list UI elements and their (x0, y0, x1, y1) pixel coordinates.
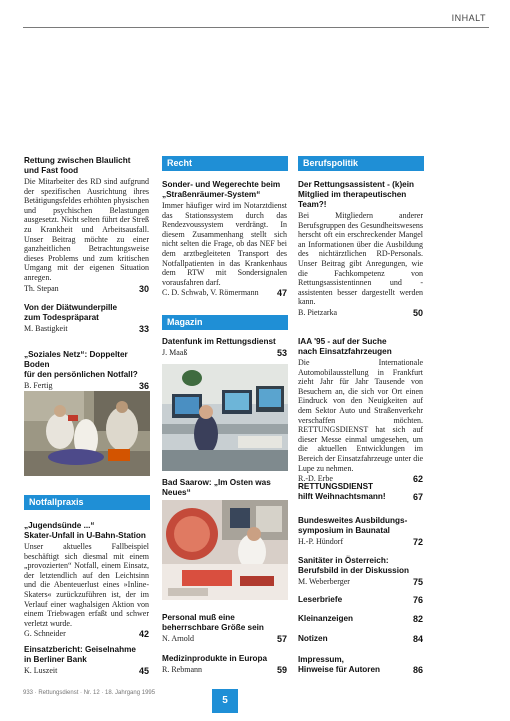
entry-title: Impressum, Hinweise für Autoren (298, 655, 381, 674)
entry-title: „Soziales Netz“: Doppelter Boden für den persönlichen Notfall? (24, 350, 138, 379)
header-rule (23, 27, 489, 28)
entry-author: H.-P. Hündorf (298, 537, 344, 546)
rescue-photo (24, 391, 150, 476)
entry-abstract: Die Internationale Automobilausstellung in Frankfurt zieht Jahr für Jahr Tausende von Besuchern an, die sich vor Ort einen Eindruck von den Neuigkeiten auf dem Sektor Auto und Straßenverkehr verschaffen möchten. RETTUNGSDIENST hat sich auf dieser Messe einmal umgesehen, um die aktuellen Entwicklungen im Bereich der Einsatzfahrzeuge unter die Lupe zu nehmen. (298, 358, 423, 473)
toc-entry[interactable] (298, 180, 423, 318)
section-header: INHALT (451, 13, 486, 23)
entry-title: Leserbriefe (298, 595, 343, 604)
toc-entry[interactable] (298, 634, 423, 644)
section-bar-notfallpraxis: Notfallpraxis (24, 495, 150, 510)
entry-title: Datenfunk im Rettungsdienst (162, 337, 276, 346)
entry-title: Bad Saarow: „Im Osten was Neues“ (162, 478, 271, 497)
entry-page: 62 (412, 474, 423, 485)
entry-author: N. Arnold (162, 634, 194, 643)
toc-entry[interactable] (298, 595, 423, 605)
entry-title: Notizen (298, 634, 328, 643)
entry-page: 84 (412, 634, 423, 644)
entry-page: 33 (138, 324, 149, 334)
toc-entry[interactable] (24, 156, 149, 294)
entry-abstract: Immer häufiger wird im Notarztdienst das Stationssystem durch das Rendezvoussystem verdrängt. In diesem Zusammenhang stellt sich nicht selten die Frage, ob das NEF bei dem arztbegleiteten Transport des Notfallpatienten in das Krankenhaus dem RTW mit Sondersignalen vorausfahren darf. (162, 201, 287, 287)
entry-abstract: Die Mitarbeiter des RD sind aufgrund der spezifischen Ausrichtung ihres Betätigungsfeldes erhöhten physischen und psychischen Belastungen ausgesetzt. Nicht selten führt der Streß zu Krankheit und Arbeitsausfall. Unser Beitrag möchte zu einer ganzheitlichen Betrachtungsweise dieses Problems und zum kritischen Umgang mit der eigenen Situation anregen. (24, 177, 149, 282)
entry-page: 75 (412, 577, 423, 587)
entry-author: M. Bastigkeit (24, 324, 68, 333)
entry-title: Einsatzbericht: Geiselnahme in Berliner Bank (24, 645, 136, 664)
entry-title: Medizinprodukte in Europa (162, 654, 268, 663)
toc-entry[interactable] (162, 180, 287, 298)
entry-page: 57 (276, 634, 287, 644)
entry-page: 36 (138, 381, 149, 391)
page-number: 5 (212, 689, 238, 713)
entry-page: 86 (412, 665, 423, 675)
entry-page: 82 (412, 614, 423, 624)
entry-page: 47 (276, 288, 287, 299)
entry-title: Rettung zwischen Blaulicht und Fast food (24, 156, 131, 175)
entry-abstract: Unser aktuelles Fallbeispiel beschäftigt sich diesmal mit einem „provozierten“ Notfall, einem Einsatz, der letztendlich auf den Leichtsinn und die Abenteuerlust eines »Inline-Skaters« zurückzuführen ist, der im Verlauf einer waghalsigen Aktion von einem Triebwagen erfaßt und schwer verletzt wurde. (24, 542, 149, 628)
computer-lab-photo (162, 364, 288, 471)
entry-page: 59 (276, 665, 287, 675)
toc-entry[interactable] (298, 337, 423, 484)
entry-title: Der Rettungsassistent - (k)ein Mitglied im therapeutischen Team?! (298, 180, 415, 209)
entry-title: RETTUNGSDIENST hilft Weihnachtsmann! (298, 482, 386, 501)
toc-entry[interactable] (162, 337, 287, 358)
entry-author: R.-D. Erbe (298, 474, 333, 484)
entry-author: B. Fertig (24, 381, 53, 390)
entry-page: 53 (276, 348, 287, 358)
toc-entry[interactable] (24, 521, 149, 639)
entry-page: 45 (138, 666, 149, 676)
entry-page: 42 (138, 629, 149, 640)
entry-author: C. D. Schwab, V. Römermann (162, 288, 259, 298)
toc-entry[interactable] (298, 482, 423, 502)
entry-author: K. Luszeit (24, 666, 58, 675)
toc-entry[interactable] (24, 645, 149, 676)
entry-page: 67 (412, 492, 423, 502)
section-bar-recht: Recht (162, 156, 288, 171)
entry-author: Th. Stepan (24, 283, 59, 293)
entry-abstract: Bei Mitgliedern anderer Berufsgruppen des Gesundheitswesens herscht oft ein erschreckender Mangel an Informationen über die Ausbildung des nichtärztlichen RD-Personals. Unser Beitrag gibt Anregungen, wie die Fachkompetenz von Rettungsassistentinnen und -assistenten besser dargestellt werden kann. (298, 211, 423, 307)
footer-text: 933 · Rettungsdienst · Nr. 12 · 18. Jahrgang 1995 (23, 690, 156, 696)
toc-entry[interactable] (162, 654, 287, 675)
medical-equipment-photo (162, 500, 288, 600)
entry-title: Sonder- und Wegerechte beim „Straßenräumer-System“ (162, 180, 281, 199)
entry-title: IAA '95 - auf der Suche nach Einsatzfahrzeugen (298, 337, 392, 356)
entry-page: 72 (412, 537, 423, 547)
entry-title: Kleinanzeigen (298, 614, 354, 623)
entry-author: J. Maaß (162, 348, 188, 357)
entry-title: Sanitäter in Österreich: Berufsbild in der Diskussion (298, 556, 410, 575)
entry-page: 50 (412, 307, 423, 318)
section-bar-magazin: Magazin (162, 315, 288, 330)
entry-author: B. Pietzarka (298, 307, 338, 317)
toc-entry[interactable] (24, 303, 149, 334)
entry-author: M. Weberberger (298, 577, 350, 586)
toc-entry[interactable] (162, 613, 287, 644)
entry-title: Personal muß eine beherrschbare Größe sein (162, 613, 264, 632)
toc-entry[interactable] (24, 350, 149, 391)
entry-author: G. Schneider (24, 629, 66, 639)
entry-author: R. Rebmann (162, 665, 202, 674)
entry-title: Von der Diätwunderpille zum Todespräparat (24, 303, 118, 322)
entry-page: 30 (138, 283, 149, 294)
entry-page: 76 (412, 595, 423, 605)
toc-entry[interactable] (298, 556, 423, 587)
toc-entry[interactable] (298, 614, 423, 624)
section-bar-berufspolitik: Berufspolitik (298, 156, 424, 171)
entry-title: Bundesweites Ausbildungs- symposium in Baunatal (298, 516, 408, 535)
entry-title: „Jugendsünde ...“ Skater-Unfall in U-Bahn-Station (24, 521, 146, 540)
toc-entry[interactable] (298, 516, 423, 547)
toc-entry[interactable] (298, 655, 423, 675)
